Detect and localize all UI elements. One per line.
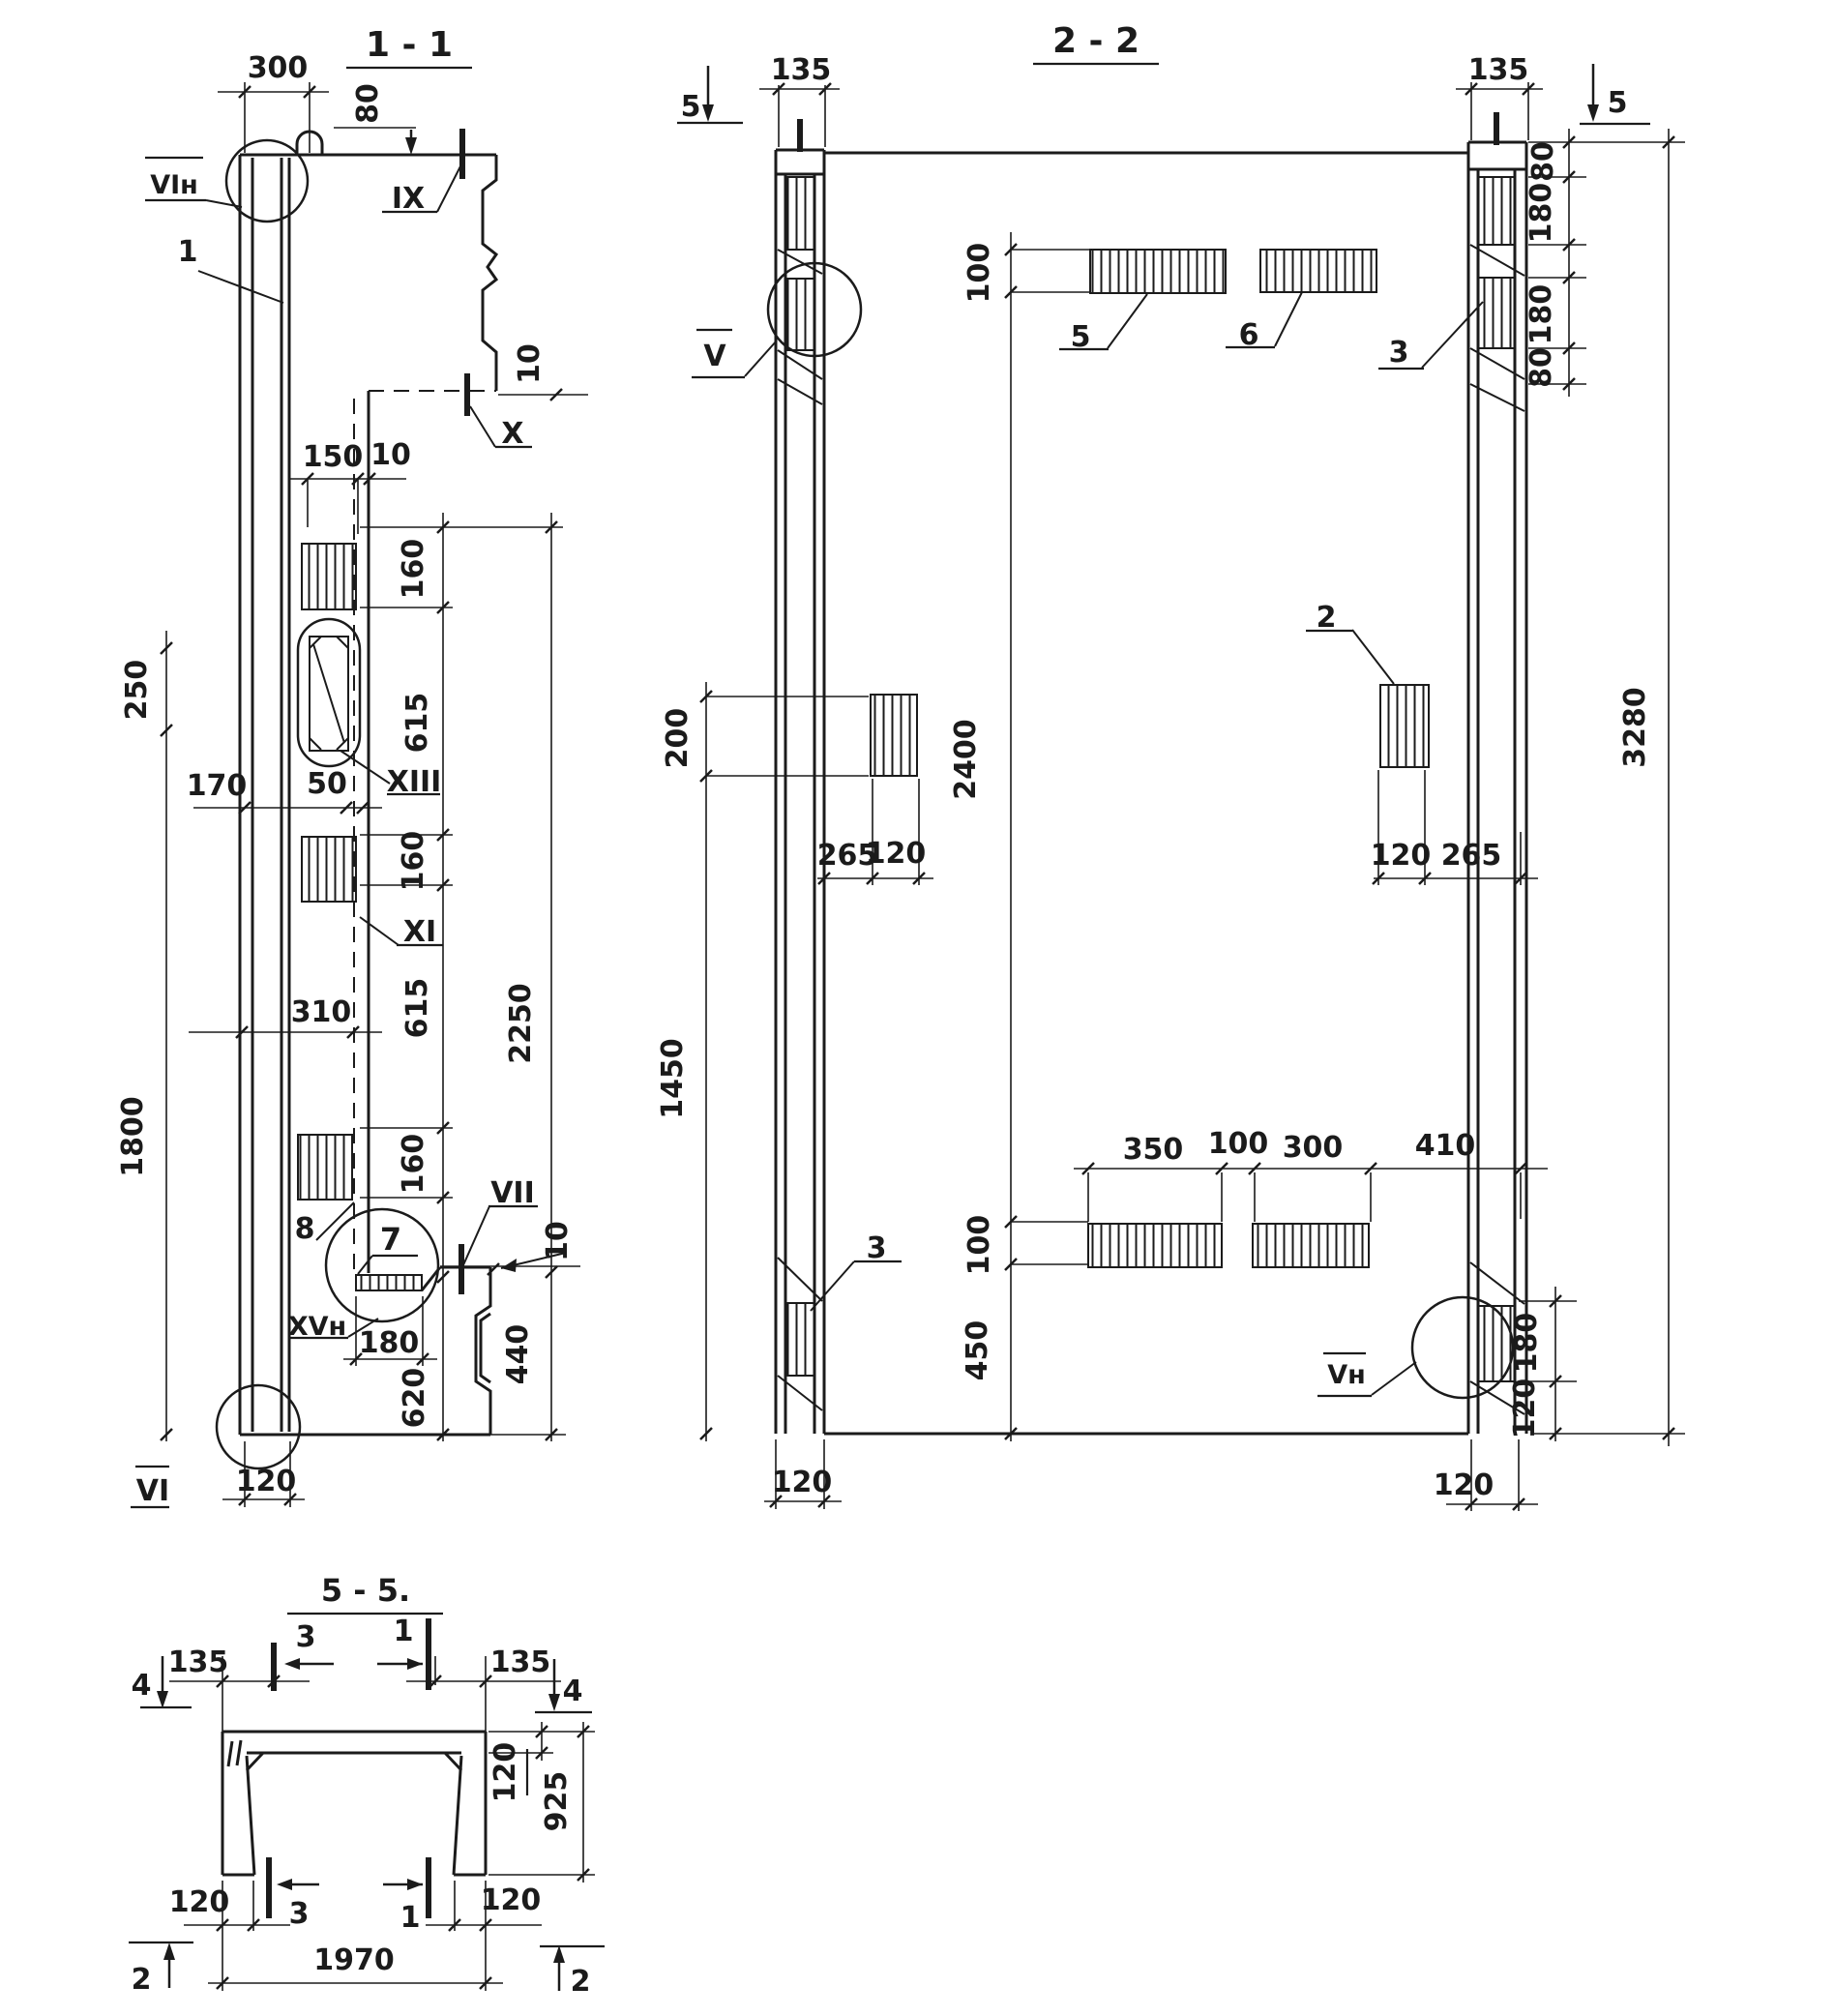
item-ref-3-top: 3 [1388, 336, 1409, 370]
dim-925: 925 [540, 1770, 574, 1832]
section-title-5-5: 5 - 5. [320, 1572, 411, 1609]
cut-mark-3-bottom: 3 [288, 1897, 310, 1931]
dim-10-top: 10 [513, 343, 547, 384]
rib-embed [785, 1303, 814, 1376]
dim-10-bottom: 10 [541, 1221, 575, 1261]
dimension-lines [166, 82, 1685, 1991]
dim-440: 440 [501, 1323, 535, 1385]
corner-angle-strip [356, 1275, 422, 1290]
dim-2400: 2400 [949, 719, 983, 800]
dim-160: 160 [397, 538, 430, 600]
item-ref-7: 7 [379, 1221, 402, 1258]
cut-mark-4-right: 4 [562, 1675, 583, 1708]
section-title-2-2: 2 - 2 [1051, 21, 1140, 61]
embed-bar [1253, 1224, 1369, 1267]
section-ref-vii: VII [490, 1176, 535, 1210]
cut-mark-5-right: 5 [1607, 86, 1628, 120]
dim-120-left: 120 [865, 837, 927, 871]
cut-mark-3-top: 3 [295, 1620, 316, 1654]
dim-120-col-left: 120 [771, 1466, 833, 1499]
dim-135-right: 135 [1467, 53, 1529, 87]
dim-120-right: 120 [1370, 839, 1432, 873]
dim-180-top1: 180 [1524, 182, 1558, 244]
dim-100-mid: 100 [1207, 1127, 1269, 1161]
dim-80-top2: 80 [1524, 347, 1558, 388]
weld-ref-vih: VIн [150, 170, 198, 200]
arrowheads [157, 104, 1599, 1963]
dim-135-left: 135 [770, 53, 832, 87]
dim-120-bottom-right: 120 [480, 1883, 542, 1917]
embedded-parts [298, 177, 1515, 1381]
section-ref-xiii: XIII [386, 765, 442, 799]
cut-mark-2-right: 2 [570, 1965, 591, 1999]
embed-plate-mid [1380, 685, 1429, 767]
dim-2250: 2250 [504, 983, 538, 1064]
embed-plate [302, 837, 356, 902]
weld-ref-vi: VI [135, 1474, 170, 1508]
item-ref-2: 2 [1316, 601, 1337, 635]
section-ref-xi: XI [402, 915, 437, 949]
embed-bar [1088, 1224, 1222, 1267]
detail-circles [217, 140, 1513, 1468]
rib-embed [1478, 177, 1515, 245]
dim-615: 615 [400, 977, 434, 1039]
dim-300: 300 [247, 51, 309, 85]
dim-170: 170 [186, 769, 248, 803]
dim-300-bars: 300 [1282, 1131, 1344, 1165]
weld-ref-vh: Vн [1327, 1360, 1366, 1390]
item-ref-6: 6 [1238, 318, 1259, 352]
section-title-1-1: 1 - 1 [365, 25, 454, 65]
dim-120: 120 [235, 1465, 297, 1498]
dim-160: 160 [397, 830, 430, 892]
dim-120-col-right: 120 [1433, 1468, 1495, 1502]
dim-100-top: 100 [962, 242, 996, 304]
dim-350: 350 [1122, 1133, 1184, 1167]
dim-1800: 1800 [116, 1096, 150, 1177]
dim-120-bottom-right: 120 [1508, 1378, 1542, 1439]
rib-embed [785, 177, 814, 250]
cut-mark-4-left: 4 [131, 1669, 152, 1703]
dim-620: 620 [398, 1367, 431, 1429]
dim-265-right: 265 [1440, 839, 1502, 873]
rib-embed [785, 279, 814, 350]
dim-80-top1: 80 [1526, 141, 1560, 182]
dim-50: 50 [307, 767, 347, 801]
dim-1450: 1450 [656, 1038, 690, 1119]
dim-310: 310 [290, 995, 352, 1029]
section-ref-ix: IX [391, 182, 426, 216]
dim-135-right: 135 [489, 1645, 551, 1679]
dim-3280: 3280 [1618, 687, 1652, 768]
dim-265-left: 265 [816, 839, 878, 873]
item-ref-3-bottom: 3 [866, 1231, 887, 1265]
dim-150: 150 [302, 440, 364, 474]
section-cut-ticks [269, 112, 1496, 1918]
cut-mark-1-bottom: 1 [400, 1901, 421, 1935]
dim-10-mid: 10 [370, 438, 411, 472]
weld-ref-xvh: XVн [287, 1312, 347, 1342]
embed-plate [298, 1135, 352, 1200]
dim-450: 450 [961, 1319, 994, 1381]
dim-250: 250 [120, 659, 154, 721]
dim-100-bottom: 100 [962, 1214, 996, 1276]
dim-1970: 1970 [313, 1943, 395, 1977]
embed-plate-mid [871, 695, 917, 776]
section-ref-x: X [501, 417, 524, 451]
dim-615: 615 [400, 692, 434, 754]
dim-200: 200 [661, 707, 695, 769]
cut-mark-2-left: 2 [131, 1963, 152, 1997]
dim-410: 410 [1414, 1129, 1476, 1163]
dim-120-bottom-left: 120 [168, 1885, 230, 1919]
detail-circle-vi [217, 1385, 300, 1468]
cut-mark-5-left: 5 [680, 90, 701, 124]
dimension-ticks [161, 83, 1674, 1989]
embed-plate [302, 544, 356, 609]
dim-180-top2: 180 [1524, 283, 1558, 345]
section-arrow-shafts [163, 64, 1593, 1991]
dim-160: 160 [397, 1133, 430, 1195]
slot-detail-xiii [298, 619, 360, 766]
weld-ref-v: V [703, 340, 726, 373]
cut-mark-1-top: 1 [393, 1615, 414, 1648]
rib-embed [1478, 278, 1515, 348]
item-ref-1: 1 [177, 235, 198, 269]
label-underlines [129, 64, 1650, 1946]
dim-180-bottom-right: 180 [1510, 1312, 1544, 1374]
dim-180: 180 [358, 1326, 420, 1360]
dim-135-left: 135 [167, 1645, 229, 1679]
embed-bar [1260, 250, 1376, 292]
item-ref-5: 5 [1070, 320, 1091, 354]
embed-bar [1090, 250, 1226, 293]
dim-80: 80 [351, 83, 385, 124]
dim-120-slab: 120 [488, 1741, 522, 1803]
item-ref-8: 8 [294, 1212, 315, 1246]
